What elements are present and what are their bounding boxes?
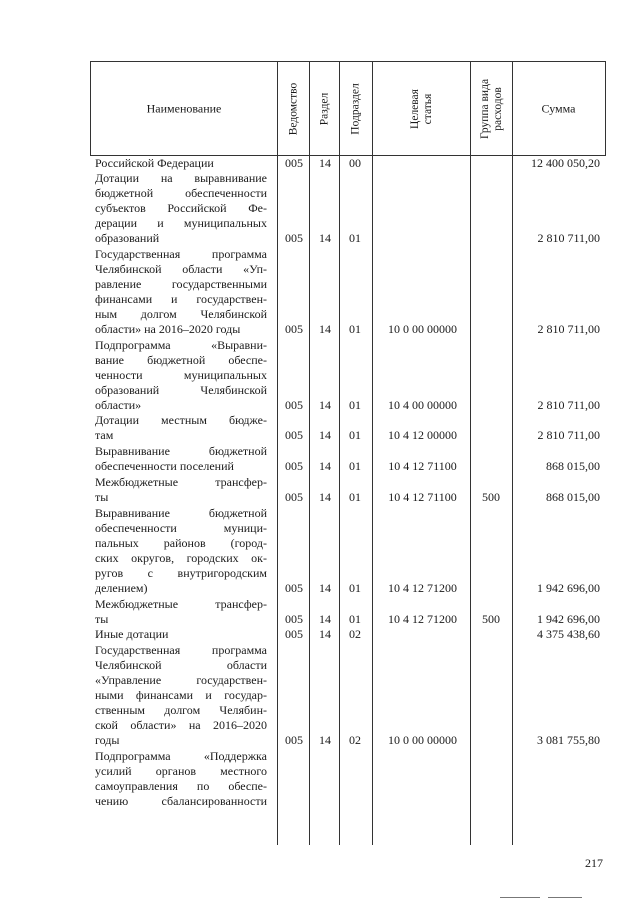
header-vedomstvo: Ведомство	[287, 82, 299, 135]
header-podrazdel-cell	[340, 62, 373, 155]
header-tselevaya-line2: статья	[421, 93, 434, 124]
row-10-ved: 005	[285, 733, 303, 747]
row-7-name-line: пальных районов (город-	[95, 536, 267, 550]
footer-mark	[548, 897, 582, 898]
row-3-raz: 14	[319, 398, 331, 412]
row-8-raz: 14	[319, 612, 331, 626]
row-0-ved: 005	[285, 156, 303, 170]
header-name-cell	[91, 62, 278, 155]
row-4-name-line: там	[95, 428, 114, 442]
header-tselevaya-cell	[373, 62, 471, 155]
header-right-border	[605, 61, 606, 156]
row-3-name	[95, 338, 267, 413]
row-2-name-line: Государственная программа	[95, 247, 267, 261]
row-7-raz: 14	[319, 581, 331, 595]
row-7-name-line: ругов с внутригородским	[95, 566, 267, 580]
row-5-name	[95, 444, 267, 474]
row-6-ved: 005	[285, 490, 303, 504]
header-gruppa-line2: расходов	[491, 86, 504, 131]
row-4-cel: 10 4 12 00000	[388, 428, 457, 442]
row-8-pod: 01	[349, 612, 361, 626]
row-1-name	[95, 171, 267, 246]
row-2-name	[95, 247, 267, 337]
row-10-pod: 02	[349, 733, 361, 747]
row-10-name	[95, 643, 267, 748]
row-7-name-line: ских округов, городских ок-	[95, 551, 267, 565]
row-11-name-line: чению сбалансированности	[95, 794, 267, 808]
header-razdel-cell	[310, 62, 340, 155]
row-10-name-line: Государственная программа	[95, 643, 267, 657]
row-1-name-line: образований	[95, 231, 160, 245]
row-7-pod: 01	[349, 581, 361, 595]
row-6-name	[95, 475, 267, 505]
row-10-name-line: годы	[95, 733, 120, 747]
row-0-pod: 00	[349, 156, 361, 170]
row-9-ved: 005	[285, 627, 303, 641]
row-6-raz: 14	[319, 490, 331, 504]
row-5-ved: 005	[285, 459, 303, 473]
row-10-name-line: ской области» на 2016–2020	[95, 718, 267, 732]
row-3-sum: 2 810 711,00	[537, 398, 600, 412]
row-7-name-line: обеспеченности муници-	[95, 521, 267, 535]
row-10-cel: 10 0 00 00000	[388, 733, 457, 747]
row-9-sum: 4 375 438,60	[537, 627, 600, 641]
row-10-name-line: «Управление государствен-	[95, 673, 267, 687]
row-8-name-line: Межбюджетные трансфер-	[95, 597, 267, 611]
row-3-cel: 10 4 00 00000	[388, 398, 457, 412]
row-2-ved: 005	[285, 322, 303, 336]
row-5-sum: 868 015,00	[546, 459, 600, 473]
row-9-name	[95, 627, 267, 642]
row-10-name-line: ными финансами и государ-	[95, 688, 267, 702]
row-4-name	[95, 413, 267, 443]
row-5-raz: 14	[319, 459, 331, 473]
row-10-raz: 14	[319, 733, 331, 747]
row-8-name	[95, 597, 267, 627]
row-6-cel: 10 4 12 71100	[388, 490, 457, 504]
row-2-sum: 2 810 711,00	[537, 322, 600, 336]
row-0-name-line: Российской Федерации	[95, 156, 214, 170]
body-divider-grp	[512, 155, 513, 845]
header-razdel: Раздел	[318, 92, 330, 125]
body-divider-cel	[470, 155, 471, 845]
body-divider-pod	[372, 155, 373, 845]
row-6-sum: 868 015,00	[546, 490, 600, 504]
row-1-ved: 005	[285, 231, 303, 245]
row-2-raz: 14	[319, 322, 331, 336]
row-9-raz: 14	[319, 627, 331, 641]
row-1-name-line: Дотации на выравнивание	[95, 171, 267, 185]
header-gruppa-cell	[471, 62, 513, 155]
row-6-pod: 01	[349, 490, 361, 504]
row-7-name-line: делением)	[95, 581, 148, 595]
row-0-sum: 12 400 050,20	[531, 156, 600, 170]
row-10-name-line: Челябинской области	[95, 658, 267, 672]
row-4-sum: 2 810 711,00	[537, 428, 600, 442]
body-divider-ved	[309, 155, 310, 845]
row-1-name-line: субъектов Российской Фе-	[95, 201, 267, 215]
row-6-grp: 500	[482, 490, 500, 504]
row-1-sum: 2 810 711,00	[537, 231, 600, 245]
header-vedomstvo-cell	[278, 62, 310, 155]
row-2-cel: 10 0 00 00000	[388, 322, 457, 336]
row-7-cel: 10 4 12 71200	[388, 581, 457, 595]
row-9-pod: 02	[349, 627, 361, 641]
row-1-raz: 14	[319, 231, 331, 245]
row-4-ved: 005	[285, 428, 303, 442]
header-podrazdel: Подраздел	[349, 82, 362, 135]
body-divider-name	[277, 155, 278, 845]
row-2-name-line: ным долгом Челябинской	[95, 307, 267, 321]
row-3-name-line: ченности муниципальных	[95, 368, 267, 382]
header-name: Наименование	[146, 101, 222, 115]
row-6-name-line: ты	[95, 490, 109, 504]
row-6-name-line: Межбюджетные трансфер-	[95, 475, 267, 489]
row-8-sum: 1 942 696,00	[537, 612, 600, 626]
row-11-name	[95, 749, 267, 809]
row-2-name-line: Челябинской области «Уп-	[95, 262, 267, 276]
row-9-name-line: Иные дотации	[95, 627, 169, 641]
row-1-name-line: бюджетной обеспеченности	[95, 186, 267, 200]
header-summa: Сумма	[541, 101, 576, 115]
row-4-name-line: Дотации местным бюдже-	[95, 413, 267, 427]
row-2-name-line: области» на 2016–2020 годы	[95, 322, 241, 336]
row-11-name-line: самоуправления по обеспе-	[95, 779, 267, 793]
row-11-name-line: Подпрограмма «Поддержка	[95, 749, 267, 763]
row-0-name	[95, 156, 267, 171]
row-2-pod: 01	[349, 322, 361, 336]
row-8-grp: 500	[482, 612, 500, 626]
row-1-name-line: дерации и муниципальных	[95, 216, 267, 230]
row-5-cel: 10 4 12 71100	[388, 459, 457, 473]
page-number: 217	[585, 856, 603, 870]
row-11-name-line: усилий органов местного	[95, 764, 267, 778]
row-7-ved: 005	[285, 581, 303, 595]
row-10-name-line: ственным долгом Челябин-	[95, 703, 267, 717]
header-gruppa	[479, 78, 505, 138]
row-3-name-line: вание бюджетной обеспе-	[95, 353, 267, 367]
row-3-name-line: образований Челябинской	[95, 383, 267, 397]
row-7-name-line: Выравнивание бюджетной	[95, 506, 267, 520]
row-3-name-line: Подпрограмма «Выравни-	[95, 338, 267, 352]
row-8-cel: 10 4 12 71200	[388, 612, 457, 626]
row-8-name-line: ты	[95, 612, 109, 626]
row-2-name-line: равление государственными	[95, 277, 267, 291]
row-4-pod: 01	[349, 428, 361, 442]
row-3-name-line: области»	[95, 398, 142, 412]
row-4-raz: 14	[319, 428, 331, 442]
row-7-name	[95, 506, 267, 596]
header-tselevaya-line1: Целевая	[408, 88, 421, 129]
row-5-name-line: Выравнивание бюджетной	[95, 444, 267, 458]
header-gruppa-line1: Группа вида	[478, 78, 491, 139]
row-0-raz: 14	[319, 156, 331, 170]
row-5-pod: 01	[349, 459, 361, 473]
header-tselevaya	[409, 89, 435, 129]
row-5-name-line: обеспеченности поселений	[95, 459, 234, 473]
row-8-ved: 005	[285, 612, 303, 626]
footer-mark	[500, 897, 540, 898]
row-3-pod: 01	[349, 398, 361, 412]
row-7-sum: 1 942 696,00	[537, 581, 600, 595]
row-3-ved: 005	[285, 398, 303, 412]
row-2-name-line: финансами и государствен-	[95, 292, 267, 306]
row-1-pod: 01	[349, 231, 361, 245]
row-10-sum: 3 081 755,80	[537, 733, 600, 747]
header-summa-cell	[513, 62, 604, 155]
